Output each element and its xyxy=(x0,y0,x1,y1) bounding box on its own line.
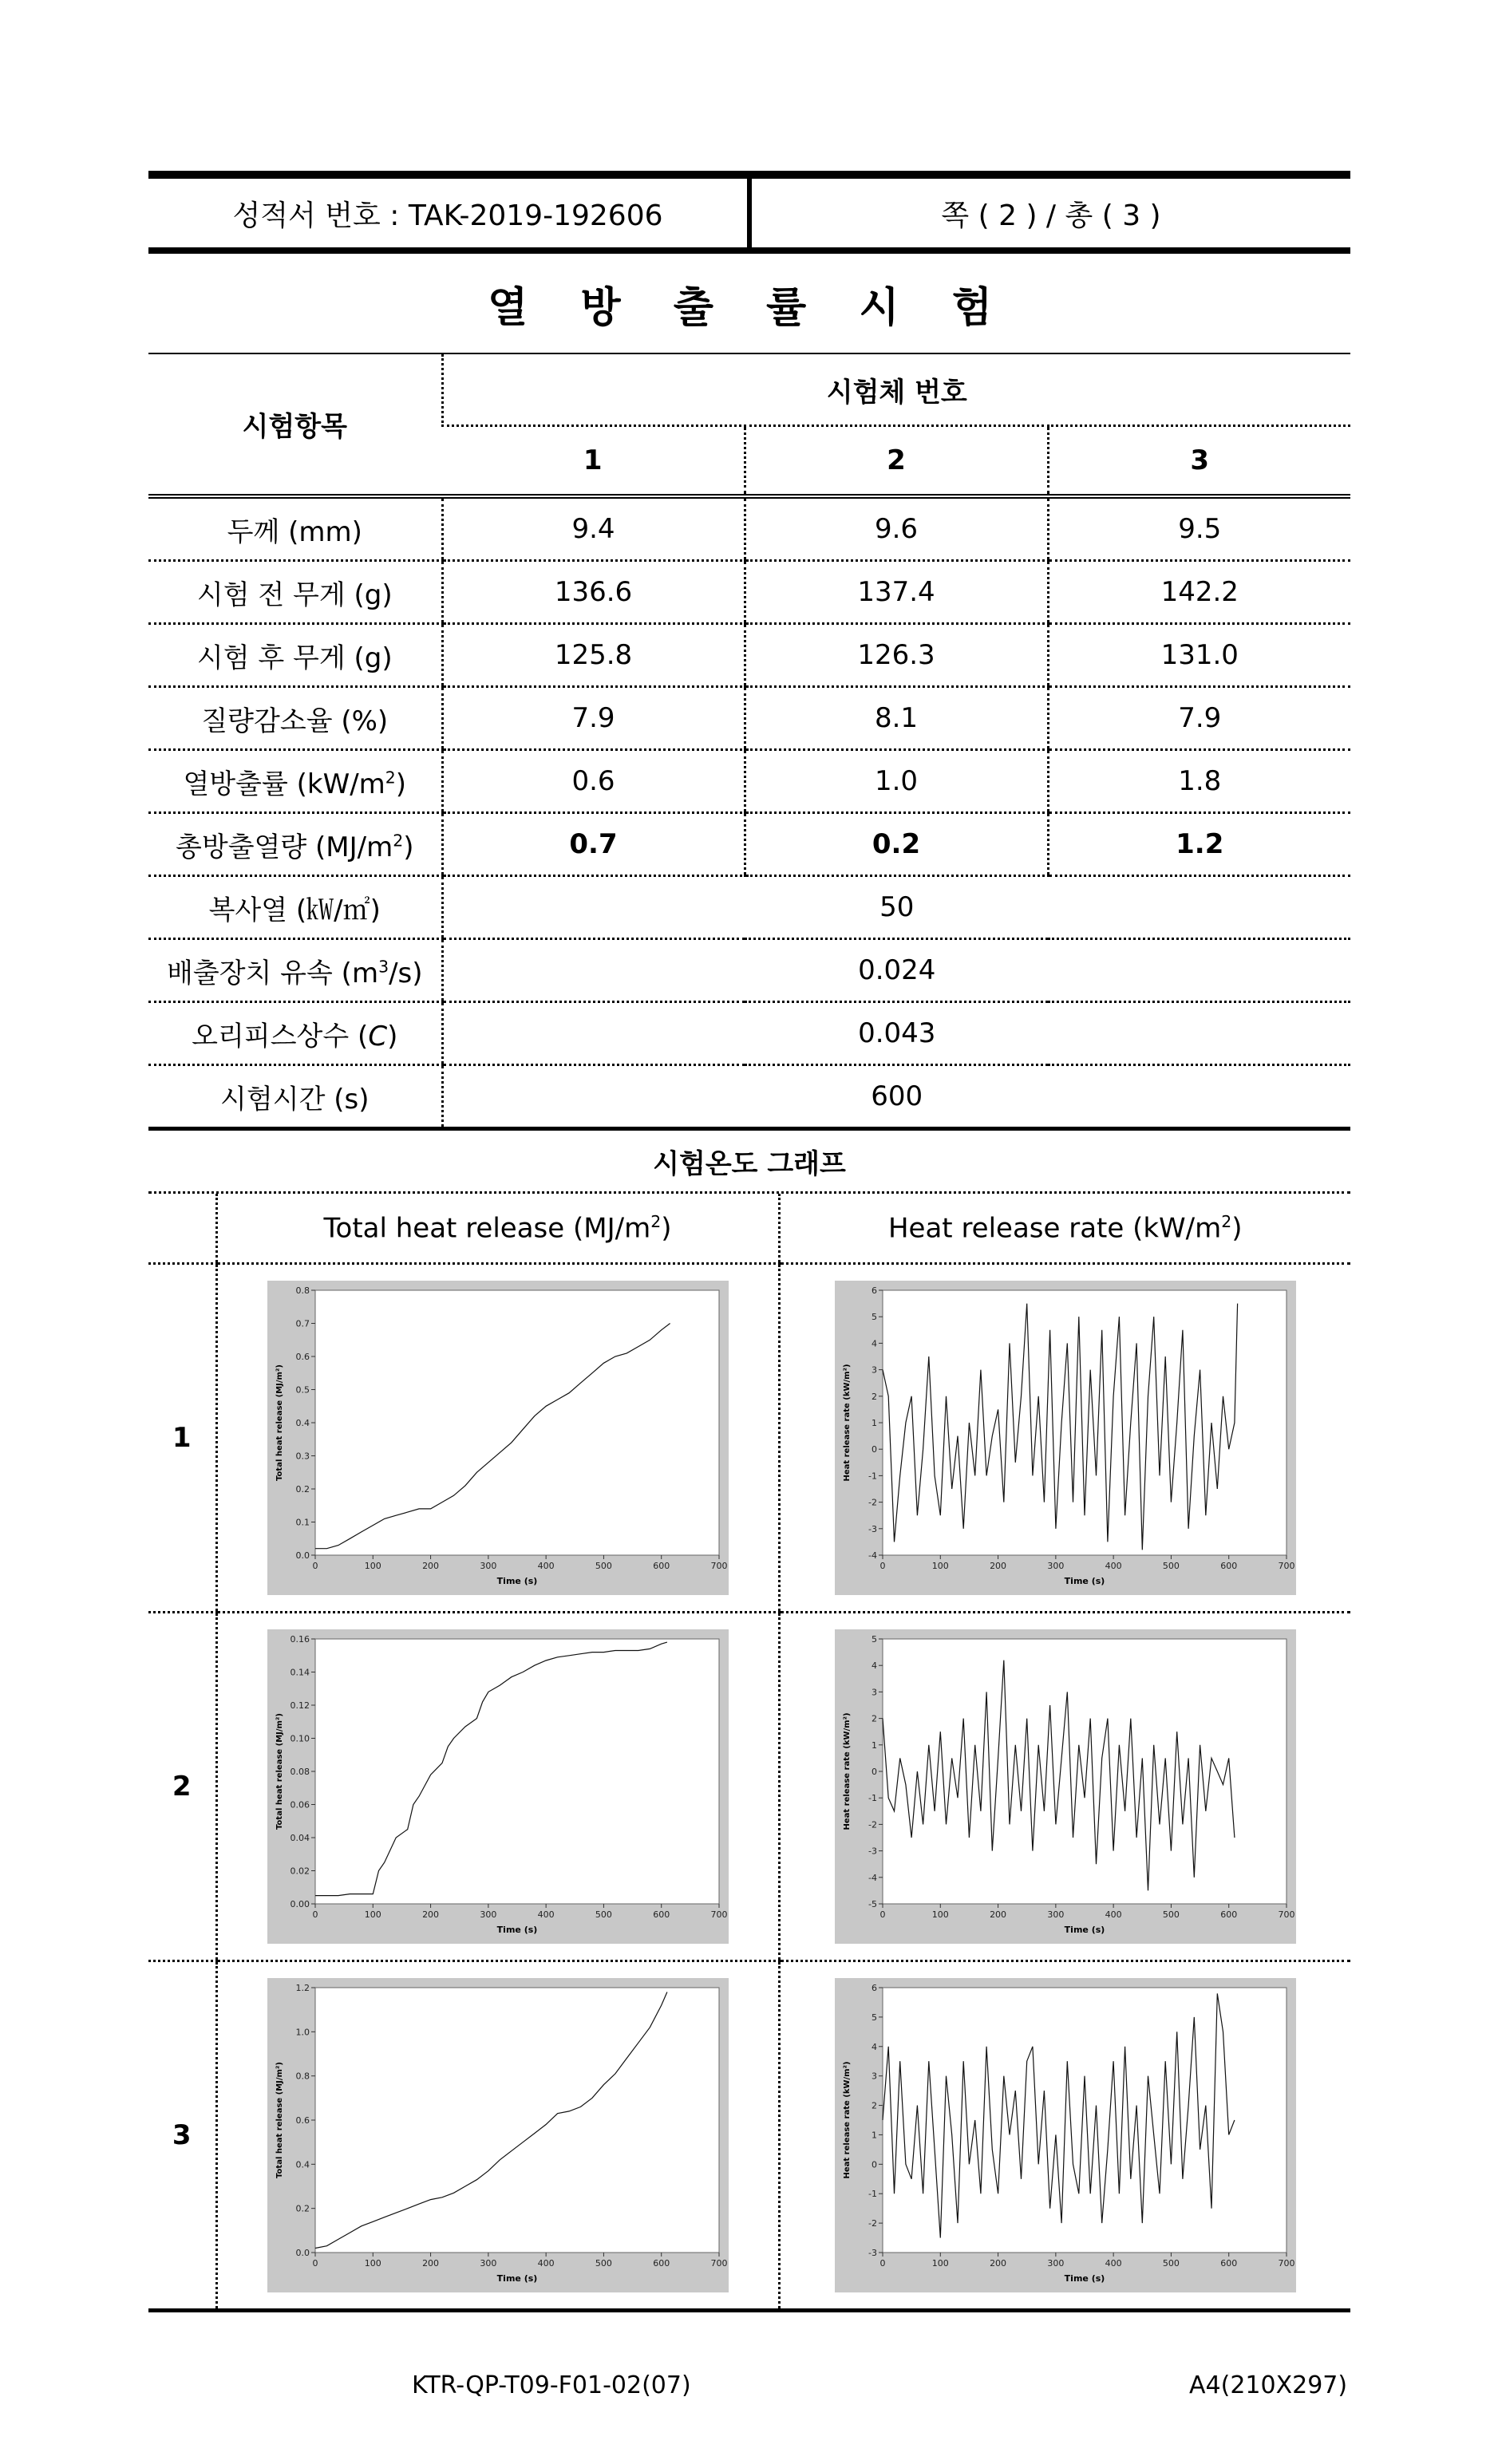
x-axis-label: Time (s) xyxy=(1064,1925,1105,1935)
y-tick-label: -2 xyxy=(868,2218,877,2229)
row-label: 시험 전 무게 (g) xyxy=(148,561,442,624)
x-axis-label: Time (s) xyxy=(496,2273,537,2284)
y-tick-label: 0.1 xyxy=(295,1517,310,1528)
x-tick-label: 200 xyxy=(989,2258,1006,2269)
page-number: 쪽 ( 2 ) / 총 ( 3 ) xyxy=(941,199,1161,232)
x-axis-label: Time (s) xyxy=(1064,2273,1105,2284)
x-tick-label: 200 xyxy=(421,1909,439,1920)
y-tick-label: 5 xyxy=(871,2012,877,2023)
hrr-header-suffix: ) xyxy=(1231,1212,1243,1245)
y-axis-label: Total heat release (MJ/m²) xyxy=(275,1364,284,1481)
table-row xyxy=(148,687,1350,750)
row-label: 시험 후 무게 (g) xyxy=(148,624,442,687)
graph-cell xyxy=(216,1264,779,1613)
table-cell: 137.4 xyxy=(745,561,1048,624)
x-tick-label: 700 xyxy=(710,2258,727,2269)
y-tick-label: 2 xyxy=(871,2100,877,2111)
table-cell: 126.3 xyxy=(745,624,1048,687)
x-tick-label: 300 xyxy=(1047,1909,1065,1920)
row-label-text: 배출장치 유속 (m xyxy=(167,957,379,989)
row-label-text: 열방출률 (kW/m xyxy=(183,768,385,800)
y-tick-label: -1 xyxy=(868,2189,877,2200)
table-cell: 7.9 xyxy=(442,687,745,750)
table-cell: 9.4 xyxy=(442,496,745,561)
y-tick-label: 4 xyxy=(871,1660,877,1672)
table-cell: 7.9 xyxy=(1048,687,1350,750)
paper-size: A4(210X297) xyxy=(1189,2371,1348,2399)
x-axis-label: Time (s) xyxy=(1064,1576,1105,1586)
table-cell: 9.5 xyxy=(1048,496,1350,561)
y-tick-label: 4 xyxy=(871,2041,877,2052)
x-tick-label: 200 xyxy=(421,2258,439,2269)
table-cell: 1.2 xyxy=(1048,813,1350,876)
x-tick-label: 100 xyxy=(364,2258,381,2269)
y-axis-label: Heat release rate (kW/m²) xyxy=(842,1364,852,1482)
x-tick-label: 200 xyxy=(421,1561,439,1571)
y-tick-label: 0.3 xyxy=(295,1451,310,1462)
y-tick-label: 5 xyxy=(871,1312,877,1323)
y-axis-label: Heat release rate (kW/m²) xyxy=(842,1712,852,1830)
graph-cell xyxy=(779,1961,1350,2311)
table-cell: 142.2 xyxy=(1048,561,1350,624)
y-tick-label: 0.0 xyxy=(295,1550,310,1561)
x-tick-label: 100 xyxy=(931,2258,949,2269)
row-label-text: 총방출열량 (MJ/m xyxy=(176,831,393,863)
table-row xyxy=(148,813,1350,876)
y-tick-label: 2 xyxy=(871,1391,877,1402)
x-tick-label: 0 xyxy=(312,1909,318,1920)
y-tick-label: 0.5 xyxy=(295,1384,310,1396)
x-tick-label: 0 xyxy=(879,2258,886,2269)
x-tick-label: 300 xyxy=(479,1909,496,1920)
x-tick-label: 700 xyxy=(710,1561,727,1571)
y-tick-label: 0 xyxy=(871,2159,877,2170)
superscript: 2 xyxy=(650,1211,662,1231)
x-tick-label: 500 xyxy=(595,1561,612,1571)
thr-chart-3 xyxy=(267,1978,729,2292)
row-label xyxy=(148,813,442,876)
x-tick-label: 100 xyxy=(364,1561,381,1571)
y-tick-label: -1 xyxy=(868,1793,877,1804)
y-tick-label: 0.16 xyxy=(290,1634,310,1645)
x-tick-label: 200 xyxy=(989,1561,1006,1571)
common-value: 50 xyxy=(442,876,1350,939)
table-cell: 0.7 xyxy=(442,813,745,876)
common-value: 600 xyxy=(442,1065,1350,1129)
x-tick-label: 0 xyxy=(879,1561,886,1571)
row-label xyxy=(148,1002,442,1065)
graph-row-1 xyxy=(148,1264,1350,1613)
x-tick-label: 600 xyxy=(652,2258,670,2269)
common-value: 0.043 xyxy=(442,1002,1350,1065)
report-number: 성적서 번호 : TAK-2019-192606 xyxy=(148,179,752,247)
y-tick-label: 0.00 xyxy=(290,1899,310,1909)
y-tick-label: -3 xyxy=(868,1523,877,1534)
superscript: 2 xyxy=(385,768,396,788)
x-tick-label: 500 xyxy=(1162,1561,1180,1571)
plot-area xyxy=(315,1639,719,1904)
table-row xyxy=(148,939,1350,1002)
page xyxy=(148,171,1350,2312)
graph-row-label: 1 xyxy=(148,1264,216,1613)
superscript: 2 xyxy=(1221,1211,1232,1231)
graph-header-row xyxy=(148,1194,1350,1264)
graph-corner xyxy=(148,1194,216,1264)
table-cell: 131.0 xyxy=(1048,624,1350,687)
hrr-header-text: Heat release rate (kW/m xyxy=(887,1212,1222,1245)
common-value: 0.024 xyxy=(442,939,1350,1002)
x-tick-label: 700 xyxy=(1278,2258,1295,2269)
y-tick-label: 0.14 xyxy=(290,1667,310,1678)
y-tick-label: 1 xyxy=(871,1418,877,1428)
y-tick-label: 1.0 xyxy=(295,2027,310,2038)
table-row xyxy=(148,561,1350,624)
x-tick-label: 600 xyxy=(652,1561,670,1571)
graph-cell xyxy=(779,1613,1350,1961)
row-label: 질량감소율 (%) xyxy=(148,687,442,750)
y-tick-label: 1 xyxy=(871,2130,877,2141)
x-tick-label: 500 xyxy=(595,2258,612,2269)
table-cell: 8.1 xyxy=(745,687,1048,750)
x-tick-label: 600 xyxy=(1219,1561,1237,1571)
y-axis-label: Heat release rate (kW/m²) xyxy=(842,2061,852,2179)
x-tick-label: 300 xyxy=(1047,2258,1065,2269)
y-tick-label: 0.4 xyxy=(295,1418,310,1428)
x-tick-label: 700 xyxy=(1278,1909,1295,1920)
x-axis-label: Time (s) xyxy=(496,1576,537,1586)
graph-cell xyxy=(779,1264,1350,1613)
table-cell: 9.6 xyxy=(745,496,1048,561)
x-tick-label: 400 xyxy=(537,2258,555,2269)
graph-table xyxy=(148,1194,1350,2312)
y-tick-label: -2 xyxy=(868,1819,877,1830)
report-header xyxy=(148,171,1350,254)
y-tick-label: 3 xyxy=(871,1687,877,1698)
x-tick-label: 100 xyxy=(364,1909,381,1920)
row-label-suffix: ) xyxy=(395,768,407,800)
y-axis-label: Total heat release (MJ/m²) xyxy=(275,2062,284,2178)
x-tick-label: 100 xyxy=(931,1561,949,1571)
row-label: 두께 (mm) xyxy=(148,496,442,561)
y-tick-label: 3 xyxy=(871,1364,877,1376)
y-tick-label: 0.12 xyxy=(290,1700,310,1711)
x-tick-label: 400 xyxy=(1105,1909,1122,1920)
graph-section-title: 시험온도 그래프 xyxy=(148,1131,1350,1194)
y-tick-label: 2 xyxy=(871,1713,877,1724)
row-label-suffix: ) xyxy=(403,831,414,863)
x-tick-label: 500 xyxy=(1162,2258,1180,2269)
y-tick-label: 0.6 xyxy=(295,2115,310,2126)
plot-area xyxy=(315,1988,719,2253)
thr-chart-1 xyxy=(267,1281,729,1595)
x-tick-label: 100 xyxy=(931,1909,949,1920)
y-tick-label: -4 xyxy=(868,1872,877,1883)
x-tick-label: 300 xyxy=(479,2258,496,2269)
row-label: 시험시간 (s) xyxy=(148,1065,442,1129)
y-tick-label: 0.7 xyxy=(295,1318,310,1329)
thr-header-suffix: ) xyxy=(661,1212,672,1245)
y-tick-label: 0.08 xyxy=(290,1767,310,1777)
x-tick-label: 0 xyxy=(312,2258,318,2269)
table-row xyxy=(148,876,1350,939)
x-axis-label: Time (s) xyxy=(496,1925,537,1935)
x-tick-label: 400 xyxy=(537,1561,555,1571)
x-tick-label: 700 xyxy=(710,1909,727,1920)
x-tick-label: 500 xyxy=(1162,1909,1180,1920)
superscript: 2 xyxy=(393,831,404,851)
y-tick-label: -3 xyxy=(868,1846,877,1857)
y-tick-label: 0.0 xyxy=(295,2248,310,2258)
graph-cell xyxy=(216,1613,779,1961)
italic-symbol: C xyxy=(368,1020,388,1052)
y-tick-label: 4 xyxy=(871,1338,877,1349)
y-tick-label: -5 xyxy=(868,1899,877,1909)
y-axis-label: Total heat release (MJ/m²) xyxy=(275,1713,284,1830)
thr-header-text: Total heat release (MJ/m xyxy=(323,1212,651,1245)
row-label xyxy=(148,939,442,1002)
y-tick-label: -4 xyxy=(868,1550,877,1561)
specimen-1-header: 1 xyxy=(442,426,745,497)
y-tick-label: 1.2 xyxy=(295,1983,310,1993)
hrr-chart-1 xyxy=(835,1281,1296,1595)
y-tick-label: 6 xyxy=(871,1983,877,1993)
document-title: 열 방 출 률 시 험 xyxy=(148,254,1350,354)
x-tick-label: 600 xyxy=(652,1909,670,1920)
table-header-row xyxy=(148,354,1350,426)
table-row xyxy=(148,496,1350,561)
row-label-suffix: ) xyxy=(387,1020,398,1052)
x-tick-label: 0 xyxy=(312,1561,318,1571)
x-tick-label: 0 xyxy=(879,1909,886,1920)
y-tick-label: 0.8 xyxy=(295,2071,310,2082)
row-label: 복사열 (㎾/㎡) xyxy=(148,876,442,939)
graph-cell xyxy=(216,1961,779,2311)
table-row xyxy=(148,1065,1350,1129)
y-tick-label: 1 xyxy=(871,1739,877,1751)
plot-area xyxy=(315,1290,719,1555)
x-tick-label: 400 xyxy=(1105,1561,1122,1571)
thr-column-header xyxy=(216,1194,779,1264)
y-tick-label: 6 xyxy=(871,1285,877,1296)
y-tick-label: -1 xyxy=(868,1471,877,1482)
superscript: 3 xyxy=(378,957,389,977)
graph-row-3 xyxy=(148,1961,1350,2311)
y-tick-label: 0.8 xyxy=(295,1285,310,1296)
x-tick-label: 200 xyxy=(989,1909,1006,1920)
y-tick-label: -3 xyxy=(868,2248,877,2258)
y-tick-label: 0.06 xyxy=(290,1799,310,1810)
row-label-suffix: /s) xyxy=(389,957,423,989)
y-tick-label: 0.2 xyxy=(295,2203,310,2214)
row-label xyxy=(148,750,442,813)
y-tick-label: 3 xyxy=(871,2071,877,2082)
y-tick-label: 5 xyxy=(871,1634,877,1645)
plot-area xyxy=(883,1988,1287,2253)
x-tick-label: 700 xyxy=(1278,1561,1295,1571)
specimen-number-header: 시험체 번호 xyxy=(442,354,1350,426)
hrr-column-header xyxy=(779,1194,1350,1264)
test-results-table xyxy=(148,354,1350,1131)
x-tick-label: 400 xyxy=(1105,2258,1122,2269)
hrr-chart-2 xyxy=(835,1629,1296,1944)
table-cell: 0.2 xyxy=(745,813,1048,876)
test-item-header: 시험항목 xyxy=(148,354,442,496)
y-tick-label: 0.02 xyxy=(290,1866,310,1877)
thr-chart-2 xyxy=(267,1629,729,1944)
x-tick-label: 300 xyxy=(479,1561,496,1571)
graph-row-2 xyxy=(148,1613,1350,1961)
specimen-3-header: 3 xyxy=(1048,426,1350,497)
x-tick-label: 600 xyxy=(1219,1909,1237,1920)
y-tick-label: 0 xyxy=(871,1767,877,1777)
x-tick-label: 300 xyxy=(1047,1561,1065,1571)
y-tick-label: -2 xyxy=(868,1497,877,1508)
table-cell: 125.8 xyxy=(442,624,745,687)
y-tick-label: 0.04 xyxy=(290,1833,310,1843)
y-tick-label: 0.10 xyxy=(290,1733,310,1744)
y-tick-label: 0 xyxy=(871,1444,877,1455)
x-tick-label: 400 xyxy=(537,1909,555,1920)
table-cell: 136.6 xyxy=(442,561,745,624)
graph-row-label: 2 xyxy=(148,1613,216,1961)
hrr-chart-3 xyxy=(835,1978,1296,2292)
table-row xyxy=(148,624,1350,687)
specimen-2-header: 2 xyxy=(745,426,1048,497)
form-number: KTR-QP-T09-F01-02(07) xyxy=(412,2371,691,2399)
row-label-text: 오리피스상수 ( xyxy=(192,1020,369,1052)
table-row xyxy=(148,750,1350,813)
y-tick-label: 0.4 xyxy=(295,2159,310,2170)
table-cell: 0.6 xyxy=(442,750,745,813)
y-tick-label: 0.2 xyxy=(295,1484,310,1495)
table-row xyxy=(148,1002,1350,1065)
table-cell: 1.8 xyxy=(1048,750,1350,813)
graph-row-label: 3 xyxy=(148,1961,216,2311)
table-cell: 1.0 xyxy=(745,750,1048,813)
x-tick-label: 600 xyxy=(1219,2258,1237,2269)
y-tick-label: 0.6 xyxy=(295,1352,310,1362)
x-tick-label: 500 xyxy=(595,1909,612,1920)
